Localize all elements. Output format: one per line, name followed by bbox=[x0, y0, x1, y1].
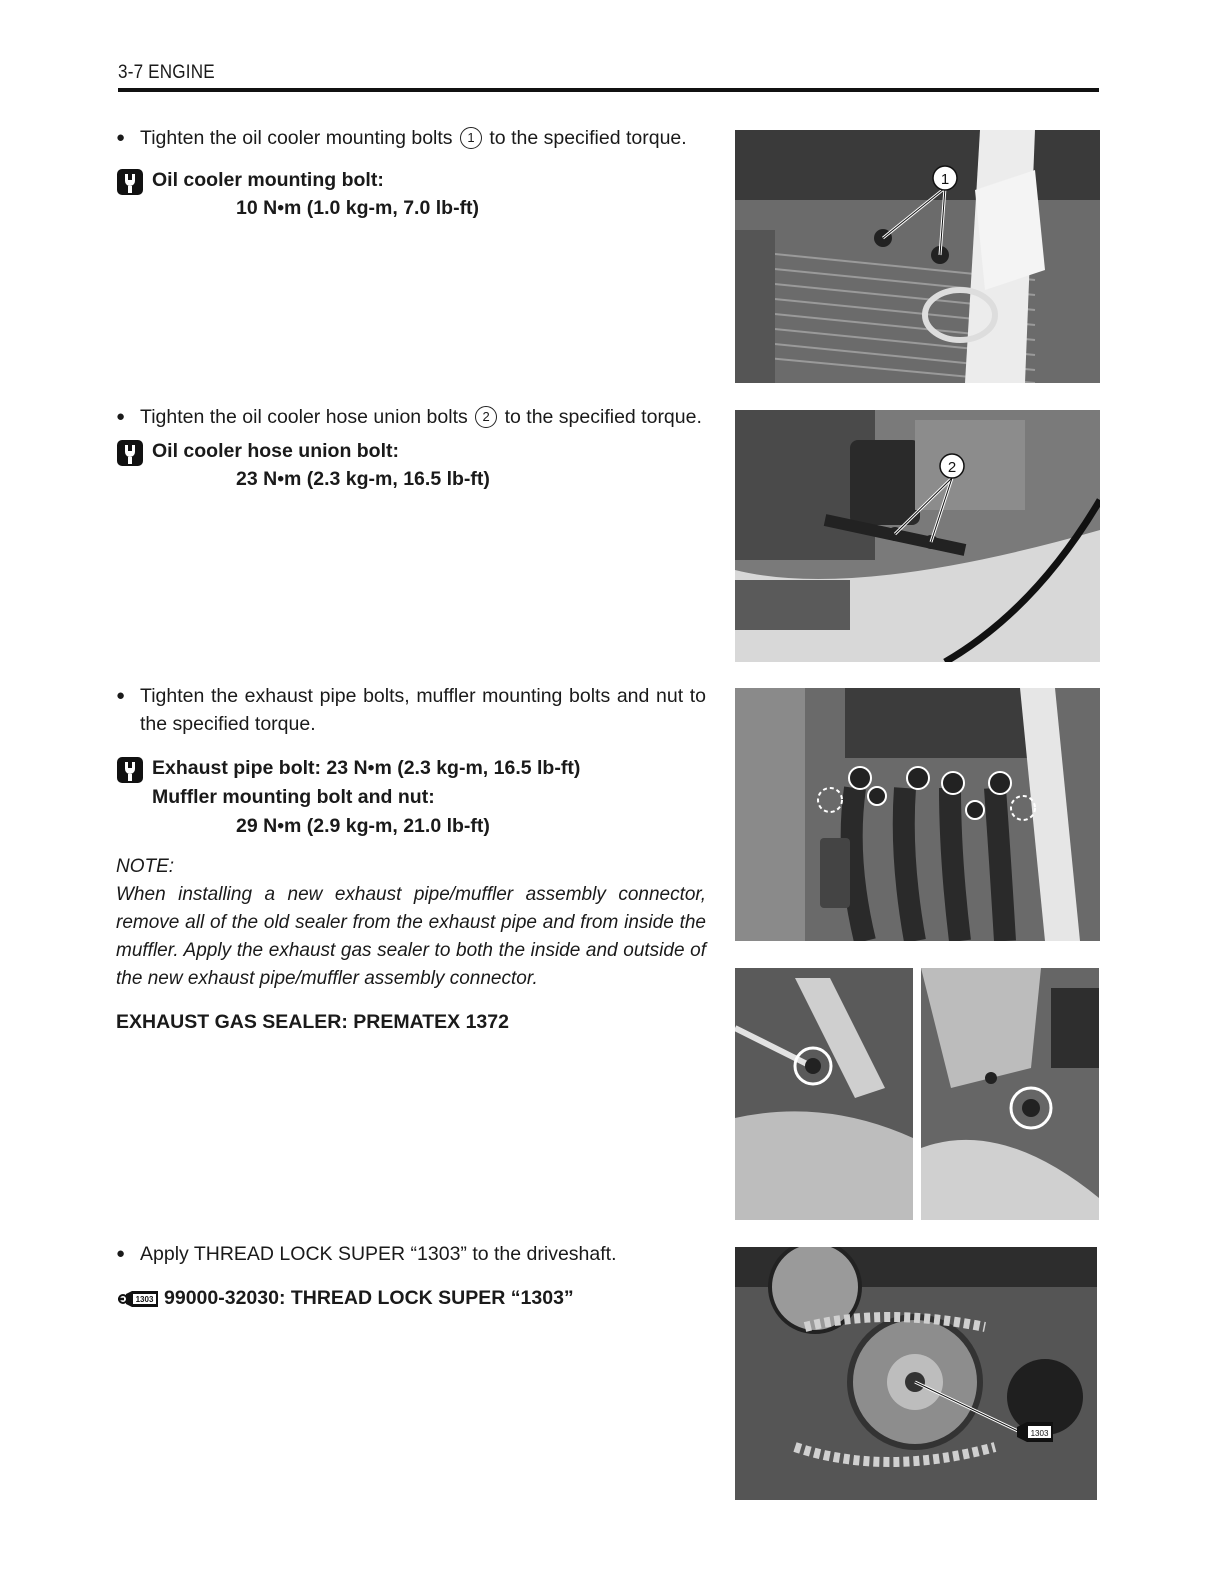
photo-driveshaft bbox=[735, 1247, 1097, 1500]
photo-oil-cooler-mounting bbox=[735, 130, 1100, 383]
photo-callout: 2 bbox=[947, 459, 957, 476]
bullet-text: to the specified torque. bbox=[504, 406, 702, 428]
bullet-text: Tighten the oil cooler mounting bolts bbox=[140, 127, 453, 149]
torque-label: Oil cooler hose union bolt: bbox=[152, 440, 399, 462]
thread-lock-text: 99000-32030: THREAD LOCK SUPER “1303” bbox=[164, 1287, 574, 1309]
torque-spec bbox=[116, 166, 706, 222]
callout-marker: 2 bbox=[475, 406, 497, 428]
note-heading: NOTE: bbox=[116, 856, 175, 877]
photo-tag: 1303 bbox=[1030, 1429, 1049, 1438]
thread-lock-tube-icon bbox=[116, 1288, 160, 1310]
bullet-text: Tighten the oil cooler hose union bolts bbox=[140, 406, 468, 428]
note-body: When installing a new exhaust pipe/muffler assembly connector, remove all of the old sealer from the exhaust pipe and from inside the muffler. Apply the exhaust gas sealer to both the inside and outside of the new exhaust pipe/muffler assembly connector. bbox=[116, 884, 706, 989]
torque-line: Exhaust pipe bolt: 23 N•m (2.3 kg-m, 16.5 lb-ft) bbox=[152, 757, 581, 779]
thread-lock-spec bbox=[116, 1284, 706, 1312]
photo-muffler-right bbox=[921, 968, 1099, 1220]
torque-value: 10 N•m (1.0 kg-m, 7.0 lb-ft) bbox=[236, 197, 480, 219]
torque-value: 23 N•m (2.3 kg-m, 16.5 lb-ft) bbox=[236, 468, 490, 490]
section-exhaust bbox=[116, 682, 706, 1034]
tube-label: 1303 bbox=[135, 1295, 154, 1304]
photo-exhaust-pipe bbox=[735, 688, 1100, 941]
torque-wrench-icon bbox=[116, 168, 144, 196]
photo-muffler-left bbox=[735, 968, 913, 1220]
torque-value: 29 N•m (2.9 kg-m, 21.0 lb-ft) bbox=[236, 815, 490, 837]
instruction-bullet: ● Tighten the exhaust pipe bolts, muffler mounting bolts and nut to the specified torque. bbox=[116, 682, 706, 738]
section-hose-union bbox=[116, 403, 706, 493]
section-oil-cooler-mounting bbox=[116, 124, 706, 222]
torque-spec bbox=[116, 437, 706, 493]
torque-wrench-icon bbox=[116, 439, 144, 467]
callout-marker: 1 bbox=[460, 127, 482, 149]
instruction-bullet bbox=[116, 124, 706, 152]
torque-spec bbox=[116, 754, 706, 841]
photo-callout: 1 bbox=[940, 171, 950, 188]
page-header bbox=[118, 62, 1099, 84]
torque-label: Oil cooler mounting bolt: bbox=[152, 169, 384, 191]
torque-wrench-icon bbox=[116, 756, 144, 784]
instruction-bullet: ● Apply THREAD LOCK SUPER “1303” to the driveshaft. bbox=[116, 1240, 706, 1268]
page-title: 3-7 ENGINE bbox=[118, 62, 215, 83]
bullet-text: to the specified torque. bbox=[489, 127, 687, 149]
sealer-spec: EXHAUST GAS SEALER: PREMATEX 1372 bbox=[116, 1011, 509, 1033]
instruction-bullet bbox=[116, 403, 706, 431]
photo-hose-union bbox=[735, 410, 1100, 662]
header-rule bbox=[118, 88, 1099, 92]
section-driveshaft bbox=[116, 1240, 706, 1312]
torque-line: Muffler mounting bolt and nut: bbox=[152, 786, 435, 808]
